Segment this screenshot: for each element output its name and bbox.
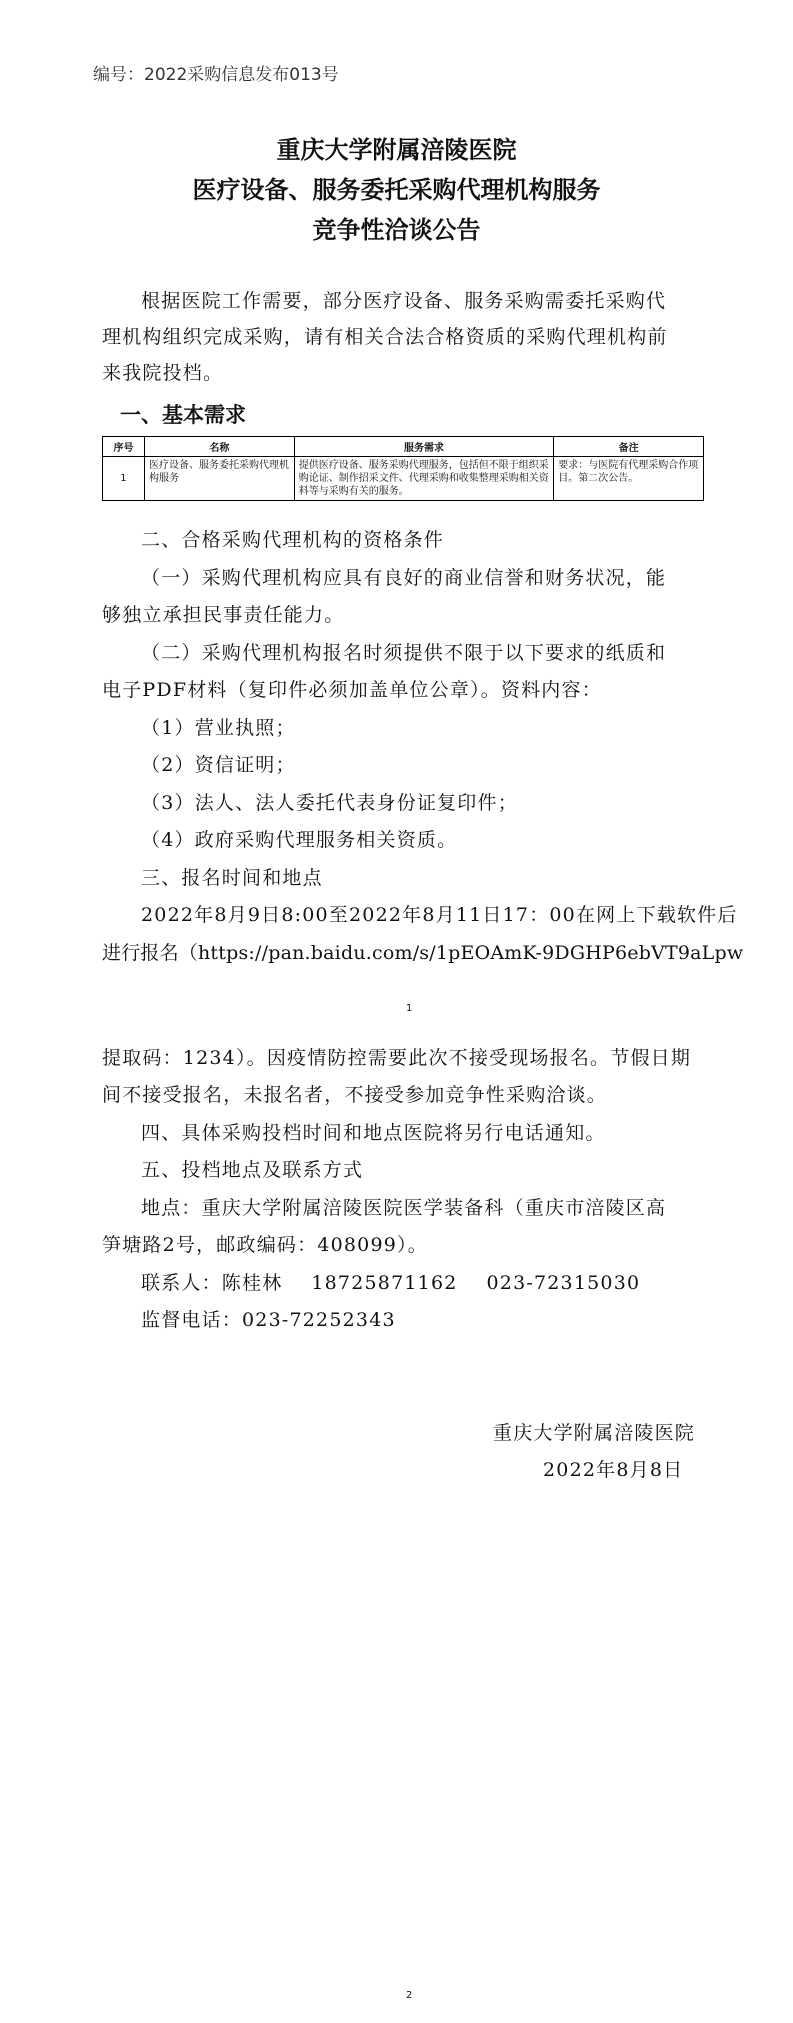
requirements-table: [102, 436, 704, 501]
material-item: （4）政府采购代理服务相关资质。: [141, 829, 458, 851]
section3-line4: 间不接受报名，未报名者，不接受参加竞争性采购洽谈。: [102, 1084, 608, 1106]
page-number: 1: [406, 1003, 413, 1014]
address-line-1: 地点：重庆大学附属涪陵医院医学装备科（重庆市涪陵区高: [141, 1197, 667, 1219]
page-number: 2: [406, 1990, 413, 2001]
row-remark: 要求：与医院有代理采购合作项目。第二次公告。: [554, 457, 704, 501]
table-header-requirement: 服务需求: [294, 437, 554, 457]
section5-heading: 五、投档地点及联系方式: [141, 1159, 364, 1181]
title-line-3: 竞争性洽谈公告: [312, 216, 481, 244]
section3-line2: 进行报名（https://pan.baidu.com/s/1pEOAmK-9DGHP6ebVT9aLpw: [102, 942, 744, 964]
section2-item1-line2: 够独立承担民事责任能力。: [102, 604, 345, 626]
intro-line-3: 来我院投档。: [102, 362, 224, 384]
section4-text: 四、具体采购投档时间和地点医院将另行电话通知。: [141, 1122, 606, 1144]
section3-heading: 三、报名时间和地点: [141, 867, 323, 889]
material-item: （1）营业执照；: [141, 717, 296, 739]
section1-heading: 一、基本需求: [120, 403, 246, 427]
table-header-no: 序号: [103, 437, 145, 457]
signature-date: 2022年8月8日: [543, 1459, 684, 1481]
section3-line3: 提取码：1234）。因疫情防控需要此次不接受现场报名。节假日期: [102, 1047, 692, 1069]
contact-line: 联系人：陈桂林 18725871162 023-72315030: [141, 1272, 641, 1294]
section2-item2-line2: 电子PDF材料（复印件必须加盖单位公章）。资料内容：: [102, 679, 602, 701]
table-header-row: [103, 437, 704, 457]
row-requirement: 提供医疗设备、服务采购代理服务，包括但不限于组织采购论证、制作招采文件、代理采购和收集整理采购相关资料等与采购有关的服务。: [294, 457, 554, 501]
material-item: （3）法人、法人委托代表身份证复印件；: [141, 792, 518, 814]
section2-item1-line1: （一）采购代理机构应具有良好的商业信誉和财务状况，能: [141, 567, 667, 589]
section2-heading: 二、合格采购代理机构的资格条件: [141, 529, 445, 551]
serial-number: 编号：2022采购信息发布013号: [93, 65, 339, 85]
intro-line-1: 根据医院工作需要，部分医疗设备、服务采购需委托采购代: [141, 290, 667, 312]
table-row: [103, 457, 704, 501]
row-no: 1: [103, 457, 145, 501]
material-item: （2）资信证明；: [141, 754, 296, 776]
title-line-2: 医疗设备、服务委托采购代理机构服务: [192, 176, 601, 204]
address-line-2: 笋塘路2号，邮政编码：408099）。: [102, 1234, 428, 1256]
table-header-name: 名称: [144, 437, 294, 457]
section3-line1: 2022年8月9日8:00至2022年8月11日17：00在网上下载软件后: [141, 904, 738, 926]
intro-line-2: 理机构组织完成采购，请有相关合法合格资质的采购代理机构前: [102, 326, 668, 348]
supervision-phone: 监督电话：023-72252343: [141, 1309, 396, 1331]
table-header-remark: 备注: [554, 437, 704, 457]
row-name: 医疗设备、服务委托采购代理机构服务: [144, 457, 294, 501]
section2-item2-line1: （二）采购代理机构报名时须提供不限于以下要求的纸质和: [141, 642, 667, 664]
signature-org: 重庆大学附属涪陵医院: [493, 1422, 696, 1444]
title-line-1: 重庆大学附属涪陵医院: [276, 136, 517, 164]
